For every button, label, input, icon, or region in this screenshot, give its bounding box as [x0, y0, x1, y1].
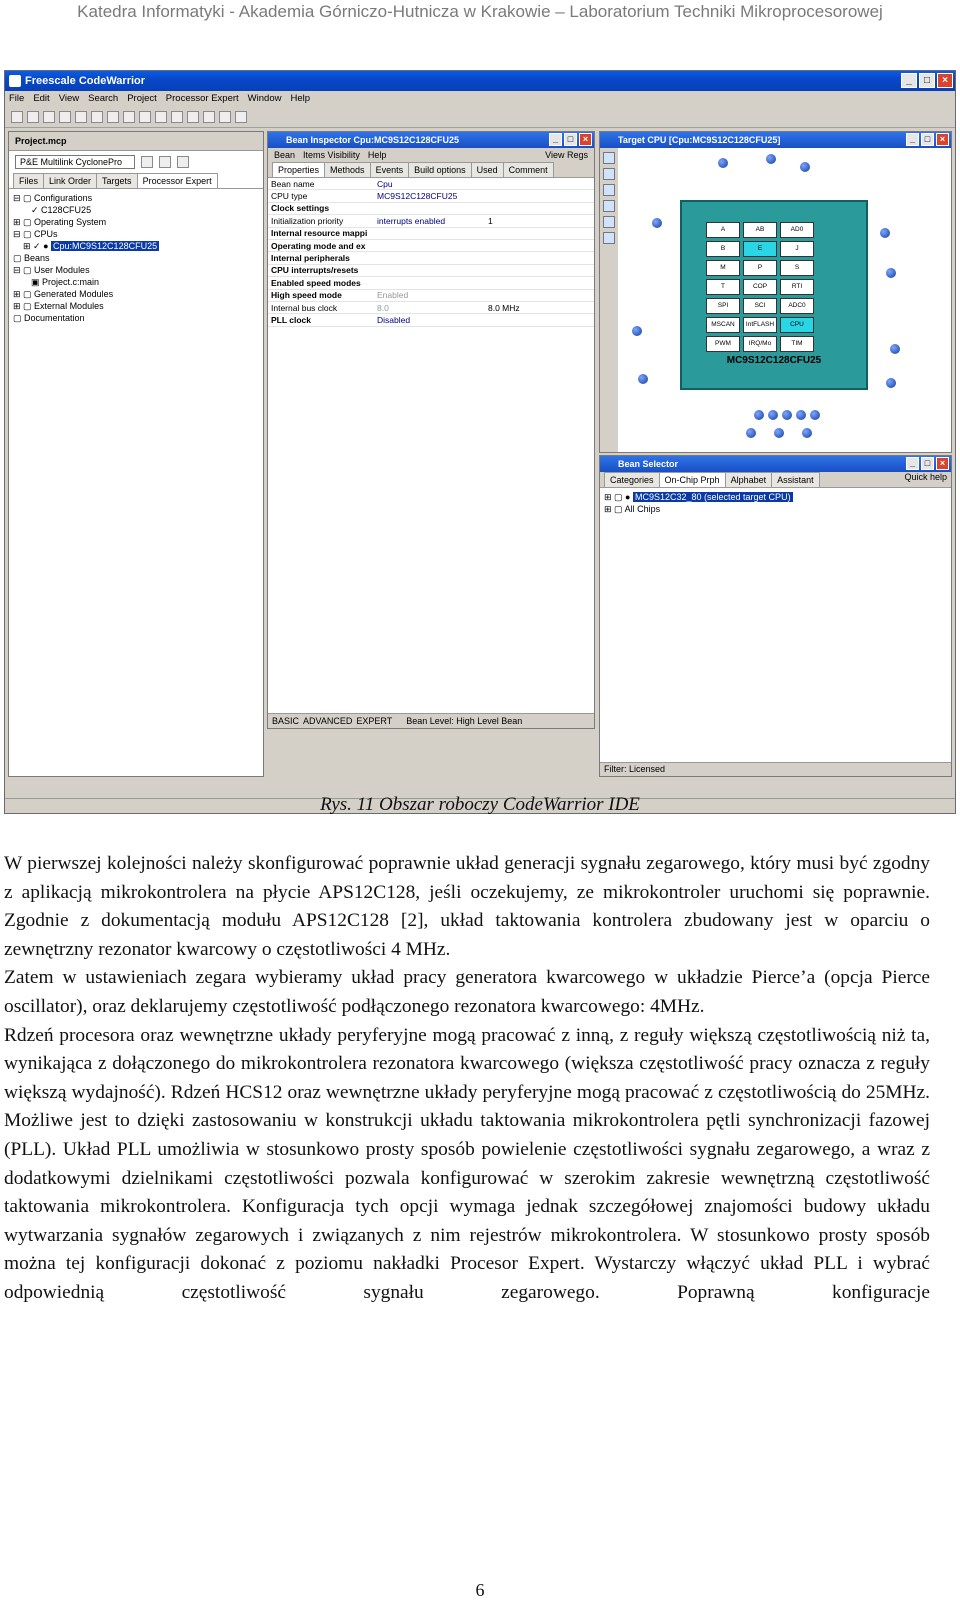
peripheral-cell[interactable]: MSCAN: [706, 317, 740, 333]
undo-icon[interactable]: [59, 111, 71, 123]
list-icon[interactable]: [603, 232, 615, 244]
peripheral-cell[interactable]: IntFLASH: [743, 317, 777, 333]
menu-file[interactable]: File: [9, 93, 25, 104]
bean-inspector-panel: [267, 131, 595, 729]
pin-bean-icon[interactable]: [796, 410, 806, 420]
tree-item[interactable]: ▢ Documentation: [13, 313, 85, 323]
project-tabs: [9, 173, 263, 189]
zoom-in-icon[interactable]: [603, 184, 615, 196]
menu-processor-expert[interactable]: Processor Expert: [165, 93, 239, 104]
menu-window[interactable]: Window: [247, 93, 282, 104]
target-cpu-titlebar: [600, 132, 951, 148]
tree-item[interactable]: ⊟ ▢ Configurations: [13, 193, 93, 203]
inspector-tabs: [268, 162, 594, 178]
peripheral-cell[interactable]: A: [706, 222, 740, 238]
toolbar: [5, 107, 955, 128]
table-row[interactable]: CPU type MC9S12C128CFU25: [268, 190, 594, 202]
run-icon[interactable]: [187, 111, 199, 123]
tab-alphabet[interactable]: Alphabet: [725, 472, 773, 487]
minimize-button[interactable]: _: [901, 73, 917, 88]
figure-caption: Rys. 11 Obszar roboczy CodeWarrior IDE: [320, 794, 640, 815]
tab-targets[interactable]: Targets: [96, 173, 138, 188]
tree-item[interactable]: ⊞ ▢ External Modules: [13, 301, 104, 311]
table-row[interactable]: Internal bus clock 8.0 8.0 MHz: [268, 301, 594, 313]
tab-categories[interactable]: Categories: [604, 472, 660, 487]
bean-inspector-titlebar: [268, 132, 594, 148]
peripheral-cell[interactable]: COP: [743, 279, 777, 295]
menu-bean[interactable]: Bean: [274, 150, 296, 160]
settings-icon[interactable]: [141, 156, 153, 168]
pin-bean-icon[interactable]: [782, 410, 792, 420]
app-icon: [9, 75, 21, 87]
pin-bean-icon[interactable]: [766, 154, 776, 164]
print-icon[interactable]: [603, 168, 615, 180]
project-title: Project.mcp: [9, 132, 263, 151]
expert-button[interactable]: EXPERT: [356, 716, 393, 726]
tab-events[interactable]: Events: [370, 162, 410, 177]
tree-item[interactable]: ⊞ ▢ ● MC9S12C32_80 (selected target CPU): [604, 492, 791, 502]
pin-bean-icon[interactable]: [652, 218, 662, 228]
menu-project[interactable]: Project: [127, 93, 157, 104]
peripheral-cell[interactable]: J: [780, 241, 814, 257]
minimize-button[interactable]: _: [906, 133, 919, 146]
menu-help[interactable]: Help: [290, 93, 311, 104]
pin-bean-icon[interactable]: [880, 228, 890, 238]
menu-edit[interactable]: Edit: [33, 93, 50, 104]
tab-processor-expert[interactable]: Processor Expert: [137, 173, 218, 188]
bean-inspector-title: Bean Inspector Cpu:MC9S12C128CFU25: [286, 135, 460, 145]
chip-name: MC9S12C128CFU25: [726, 355, 822, 366]
menu-view[interactable]: View: [58, 93, 80, 104]
paragraph: Rdzeń procesora oraz wewnętrzne układy peryferyjne mogą pracować z inną, z reguły większą częstotliwością niż ta, wynikająca z dołączonego do mikrokontrolera rezonatora kwarcowego (większa częstotliwość pracy oznacza z reguły większą wydajność). Rdzeń HCS12 oraz wewnętrzne układy peryferyjne mogą pracować z częstotliwością do 25MHz. Możliwe jest to dzięki zastosowaniu w konstrukcji układu taktowania mikrokontrolera pętli synchronizacji fazowej (PLL). Układ PLL umożliwia w stosunkowo prosty sposób powielenie częstotliwości sygnału zegarowego, a wraz z dodatkowymi dzielnikami częstotliwości pozwala konfigurować w szerokim zakresie wewnętrzną częstotliwość taktowania mikrokontrolera. Konfiguracja tych opcji wymaga jednak szczegółowej znajomości budowy układu wytwarzania sygnałów zegarowych i związanych z nim rejestrów mikrokontrolera. W stosunkowo prosty sposób można tej konfiguracji dokonać z poziomu nakładki Procesor Expert. Wystarczy włączyć układ PLL i wybrać odpowiednią częstotliwość sygnału zegarowego. Poprawną konfiguracje: [4, 1024, 930, 1303]
close-button[interactable]: ×: [936, 457, 949, 470]
close-button[interactable]: ×: [937, 73, 953, 88]
tree-item[interactable]: ⊟ ▢ User Modules: [13, 265, 90, 275]
pin-bean-icon[interactable]: [886, 268, 896, 278]
project-tree: [9, 189, 263, 327]
open-icon[interactable]: [27, 111, 39, 123]
tree-item[interactable]: ✓ C128CFU25: [31, 205, 92, 215]
table-row[interactable]: Clock settings: [268, 202, 594, 214]
minimize-button[interactable]: _: [549, 133, 562, 146]
menu-items-visibility[interactable]: Items Visibility: [303, 150, 360, 160]
bean-level-label: Bean Level: High Level Bean: [406, 716, 523, 726]
pin-bean-icon[interactable]: [890, 344, 900, 354]
cpu-chip[interactable]: [680, 200, 868, 390]
tree-item[interactable]: ⊟ ▢ CPUs: [13, 229, 58, 239]
basic-button[interactable]: BASIC: [272, 716, 300, 726]
copy-icon[interactable]: [107, 111, 119, 123]
target-cpu-panel: [599, 131, 952, 453]
tab-methods[interactable]: Methods: [324, 162, 371, 177]
peripheral-cell[interactable]: AB: [743, 222, 777, 238]
refresh-icon[interactable]: [603, 152, 615, 164]
table-row[interactable]: Initialization priority interrupts enabled 1: [268, 215, 594, 227]
tab-properties[interactable]: Properties: [272, 162, 325, 177]
quick-help-button[interactable]: Quick help: [904, 472, 947, 482]
peripheral-cell[interactable]: SCI: [743, 298, 777, 314]
peripheral-cell[interactable]: T: [706, 279, 740, 295]
peripheral-cell[interactable]: AD0: [780, 222, 814, 238]
bean-selector-titlebar: [600, 456, 951, 472]
project-panel: [8, 131, 264, 777]
maximize-button[interactable]: □: [564, 133, 577, 146]
maximize-button[interactable]: □: [921, 457, 934, 470]
table-row[interactable]: Internal peripherals: [268, 252, 594, 264]
new-icon[interactable]: [11, 111, 23, 123]
table-row[interactable]: High speed mode Enabled: [268, 289, 594, 301]
advanced-button[interactable]: ADVANCED: [303, 716, 353, 726]
target-combo[interactable]: P&E Multilink CyclonePro: [15, 155, 135, 169]
tab-build-options[interactable]: Build options: [408, 162, 472, 177]
peripheral-cell[interactable]: ADC0: [780, 298, 814, 314]
pin-bean-icon[interactable]: [632, 326, 642, 336]
peripheral-cell[interactable]: TIM: [780, 336, 814, 352]
properties-table: [268, 178, 594, 327]
view-regs-button[interactable]: View Regs: [545, 150, 588, 160]
grid-icon[interactable]: [603, 216, 615, 228]
peripheral-cell[interactable]: RTI: [780, 279, 814, 295]
redo-icon[interactable]: [75, 111, 87, 123]
tree-item[interactable]: ⊞ ✓ ● Cpu:MC9S12C128CFU25: [23, 241, 158, 251]
table-row[interactable]: PLL clock Disabled: [268, 314, 594, 326]
debug-icon[interactable]: [171, 111, 183, 123]
bean-icon[interactable]: [219, 111, 231, 123]
tab-files[interactable]: Files: [13, 173, 44, 188]
peripheral-cell[interactable]: M: [706, 260, 740, 276]
tree-item[interactable]: ⊞ ▢ All Chips: [604, 504, 661, 514]
peripheral-cell[interactable]: B: [706, 241, 740, 257]
peripheral-cell[interactable]: CPU: [780, 317, 814, 333]
debug-icon[interactable]: [177, 156, 189, 168]
cpu-diagram: [618, 148, 951, 452]
pin-bean-icon[interactable]: [754, 410, 764, 420]
window-title: Freescale CodeWarrior: [25, 75, 146, 87]
pin-bean-icon[interactable]: [768, 410, 778, 420]
menu-help[interactable]: Help: [367, 150, 387, 160]
zoom-out-icon[interactable]: [603, 200, 615, 212]
table-row[interactable]: Enabled speed modes: [268, 277, 594, 289]
bean-selector-title: Bean Selector: [618, 459, 679, 469]
settings-icon[interactable]: [235, 111, 247, 123]
pin-bean-icon[interactable]: [802, 428, 812, 438]
close-button[interactable]: ×: [579, 133, 592, 146]
tree-item[interactable]: ▢ Beans: [13, 253, 50, 263]
pin-bean-icon[interactable]: [800, 162, 810, 172]
close-button[interactable]: ×: [936, 133, 949, 146]
pin-bean-icon[interactable]: [810, 410, 820, 420]
body-text: [4, 850, 930, 1308]
selector-tree: [600, 488, 951, 518]
menu-search[interactable]: Search: [88, 93, 119, 104]
paragraph: Zatem w ustawieniach zegara wybieramy układ pracy generatora kwarcowego w układzie Pierce’a (opcja Pierce oscillator), oraz deklarujemy częstotliwość podłączonego rezonatora kwarcowego: 4MHz.: [4, 967, 930, 1017]
tab-link-order[interactable]: Link Order: [43, 173, 97, 188]
filter-label[interactable]: Filter: Licensed: [600, 762, 951, 776]
page-header: Katedra Informatyki - Akademia Górniczo-Hutnicza w Krakowie – Laboratorium Techniki Mikroprocesorowej: [77, 2, 883, 21]
pin-bean-icon[interactable]: [774, 428, 784, 438]
maximize-button[interactable]: □: [919, 73, 935, 88]
pin-bean-icon[interactable]: [886, 378, 896, 388]
paragraph: W pierwszej kolejności należy skonfigurować poprawnie układ generacji sygnału zegarowego, który musi być zgodny z aplikacją mikrokontrolera na płycie APS12C128, jeśli oczekujemy, ze mikrokontroler uruchomi się poprawnie. Zgodnie z dokumentacją modułu APS12C128 [2], układ taktowania kontrolera zbudowany jest w oparciu o zewnętrzny rezonator kwarcowy o częstotliwości 4 MHz.: [4, 853, 930, 960]
peripheral-cell[interactable]: PWM: [706, 336, 740, 352]
paste-icon[interactable]: [123, 111, 135, 123]
pin-bean-icon[interactable]: [746, 428, 756, 438]
peripheral-cell[interactable]: P: [743, 260, 777, 276]
codewarrior-screenshot: [4, 70, 956, 814]
peripheral-cell[interactable]: IRQ/Mo: [743, 336, 777, 352]
table-row[interactable]: Operating mode and ex: [268, 239, 594, 251]
tree-item[interactable]: ▣ Project.c:main: [31, 277, 100, 287]
save-icon[interactable]: [43, 111, 55, 123]
inspector-bottom-bar: [268, 713, 594, 728]
menu-bar: [5, 91, 955, 107]
page-number: 6: [475, 1580, 485, 1600]
minimize-button[interactable]: _: [906, 457, 919, 470]
find-icon[interactable]: [139, 111, 151, 123]
cut-icon[interactable]: [91, 111, 103, 123]
peripheral-cell[interactable]: S: [780, 260, 814, 276]
tab-on-chip-prph[interactable]: On-Chip Prph: [659, 472, 726, 487]
table-row[interactable]: Bean name Cpu: [268, 178, 594, 190]
cpu-view-toolbar: [600, 148, 619, 452]
stop-icon[interactable]: [203, 111, 215, 123]
check-icon[interactable]: [159, 156, 171, 168]
tab-used[interactable]: Used: [471, 162, 504, 177]
tab-assistant[interactable]: Assistant: [771, 472, 820, 487]
peripheral-cell[interactable]: E: [743, 241, 777, 257]
pin-bean-icon[interactable]: [718, 158, 728, 168]
selector-tabs: [600, 472, 951, 488]
tab-comment[interactable]: Comment: [503, 162, 554, 177]
make-icon[interactable]: [155, 111, 167, 123]
tree-item[interactable]: ⊞ ▢ Operating System: [13, 217, 107, 227]
tree-item[interactable]: ⊞ ▢ Generated Modules: [13, 289, 114, 299]
bean-selector-panel: [599, 455, 952, 777]
maximize-button[interactable]: □: [921, 133, 934, 146]
pin-bean-icon[interactable]: [638, 374, 648, 384]
window-titlebar: [5, 71, 955, 91]
target-cpu-title: Target CPU [Cpu:MC9S12C128CFU25]: [618, 135, 781, 145]
peripheral-cell[interactable]: SPI: [706, 298, 740, 314]
table-row[interactable]: CPU interrupts/resets: [268, 264, 594, 276]
table-row[interactable]: Internal resource mappi: [268, 227, 594, 239]
